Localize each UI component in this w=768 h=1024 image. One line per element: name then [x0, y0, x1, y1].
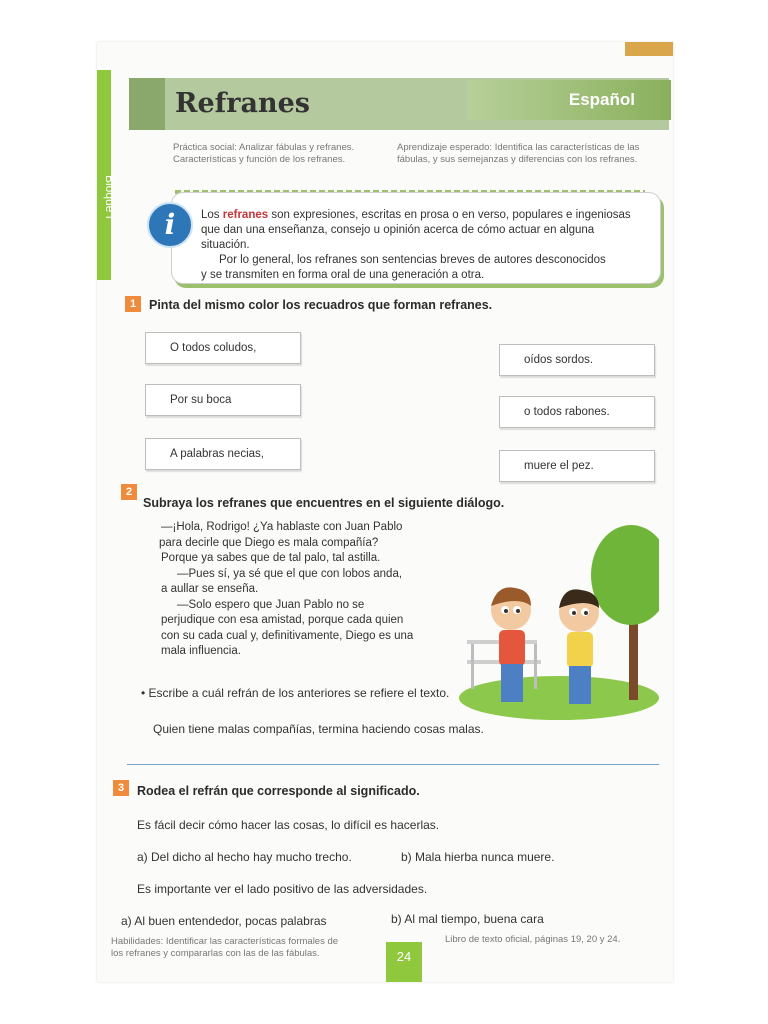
dialog-line[interactable]: perjudique con esa amistad, porque cada quien [161, 614, 404, 626]
question-2-answer[interactable]: Quien tiene malas compañías, termina haciendo cosas malas. [153, 722, 484, 736]
question-3-text: Rodea el refrán que corresponde al significado. [137, 784, 420, 798]
info-icon: i [147, 202, 193, 248]
page-title: Refranes [175, 88, 310, 119]
question-2-text: Subraya los refranes que encuentres en el siguiente diálogo. [143, 496, 505, 510]
dialog-text[interactable] [161, 520, 431, 660]
habilidades-line: los refranes y compararlas con las de las fábulas. [111, 948, 320, 959]
habilidades-line: Habilidades: Identificar las características formales de [111, 936, 339, 947]
info-line-1: son expresiones, escritas en prosa o en verso, populares e ingeniosas [268, 209, 631, 221]
practica-line: Práctica social: Analizar fábulas y refranes. [173, 142, 355, 153]
info-text [201, 208, 641, 283]
side-tab-label: Bloque I [103, 174, 117, 220]
textbook-page [97, 42, 673, 982]
question-1-text: Pinta del mismo color los recuadros que forman refranes. [149, 298, 493, 312]
practica-social [173, 142, 354, 166]
libro-reference: Libro de texto oficial, páginas 19, 20 y 24. [445, 934, 621, 945]
aprendizaje-line: fábulas, y sus semejanzas y diferencias con los refranes. [397, 154, 638, 165]
tree-crown [591, 525, 659, 625]
children-illustration [449, 520, 659, 720]
info-line-3: Por lo general, los refranes son sentencias breves de autores desconocidos [219, 254, 606, 266]
title-band-accent [129, 78, 165, 130]
info-highlight: refranes [222, 209, 269, 221]
option-1a[interactable]: a) Del dicho al hecho hay mucho trecho. [137, 850, 352, 864]
option-2b[interactable]: b) Al mal tiempo, buena cara [391, 912, 544, 926]
info-line-4: y se transmiten en forma oral de una generación a otra. [201, 269, 485, 281]
refran-box-right-1[interactable]: oídos sordos. [499, 344, 655, 376]
dialog-line[interactable]: a aullar se enseña. [161, 583, 259, 595]
page-corner-tab [625, 42, 673, 56]
refran-box-left-1[interactable]: O todos coludos, [145, 332, 301, 364]
question-2-number: 2 [121, 484, 137, 500]
question-3-number: 3 [113, 780, 129, 796]
info-line [201, 208, 641, 223]
option-2a[interactable]: a) Al buen entendedor, pocas palabras [121, 914, 327, 928]
refran-box-left-3[interactable]: A palabras necias, [145, 438, 301, 470]
meaning-2: Es importante ver el lado positivo de las adversidades. [137, 882, 428, 896]
question-2-instruction: • Escribe a cuál refrán de los anteriores se refiere el texto. [141, 686, 450, 700]
answer-line [127, 764, 659, 765]
option-1b[interactable]: b) Mala hierba nunca muere. [401, 850, 555, 864]
dialog-line[interactable]: para decirle que Diego es mala compañía? [159, 536, 379, 549]
dialog-line[interactable]: —Solo espero que Juan Pablo no se [177, 598, 365, 611]
dialog-line[interactable]: Porque ya sabes que de tal palo, tal astilla. [161, 552, 381, 564]
info-line-2: que dan una enseñanza, consejo u opinión acerca de cómo actuar en alguna situación. [201, 224, 595, 251]
dialog-line[interactable]: —Pues sí, ya sé que el que con lobos anda, [177, 567, 403, 580]
habilidades-footer [111, 936, 338, 960]
refran-box-left-2[interactable]: Por su boca [145, 384, 301, 416]
dialog-line[interactable]: con su cada cual y, definitivamente, Diego es una [161, 629, 414, 642]
side-tab [97, 70, 117, 280]
info-pre: Los [201, 209, 223, 221]
dialog-line[interactable]: —¡Hola, Rodrigo! ¿Ya hablaste con Juan Pablo [161, 521, 403, 533]
question-1-number: 1 [125, 296, 141, 312]
refran-box-right-3[interactable]: muere el pez. [499, 450, 655, 482]
refran-box-right-2[interactable]: o todos rabones. [499, 396, 655, 428]
practica-line: Características y función de los refranes. [173, 154, 346, 165]
meaning-1: Es fácil decir cómo hacer las cosas, lo difícil es hacerlas. [137, 818, 440, 832]
aprendizaje-esperado [397, 142, 639, 166]
page-number: 24 [386, 942, 422, 982]
subject-label: Español [568, 90, 635, 109]
aprendizaje-line: Aprendizaje esperado: Identifica las características de las [397, 142, 640, 153]
dialog-line[interactable]: mala influencia. [161, 645, 241, 657]
